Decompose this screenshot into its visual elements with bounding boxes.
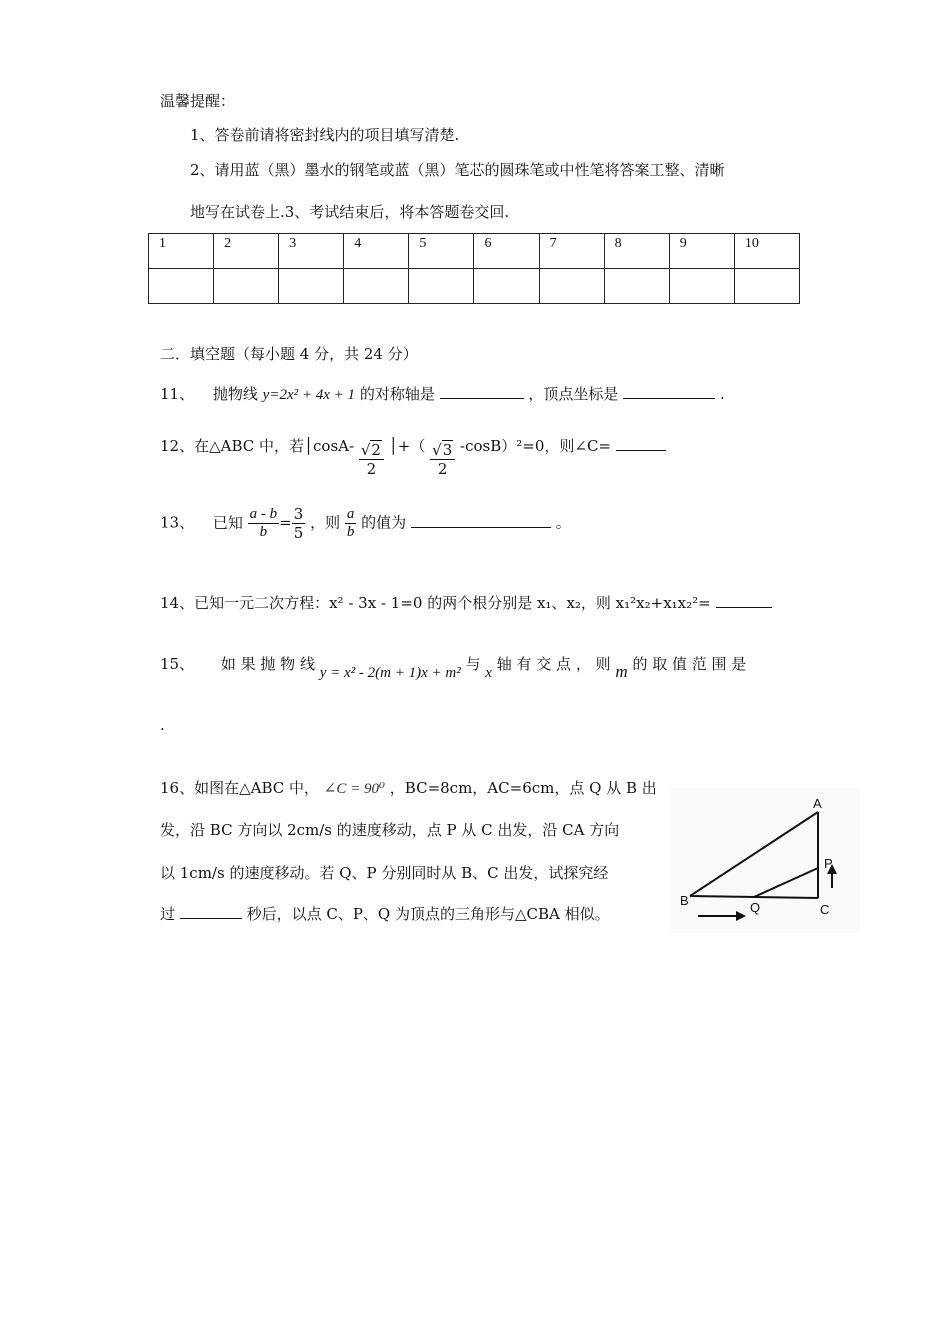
answer-table-header: 3 [279,234,344,269]
question-text: 轴 有 交 点 ， 则 [496,655,611,673]
answer-cell[interactable] [279,269,344,304]
question-text: ，则 [310,513,341,532]
triangle-figure [670,788,860,933]
answer-table-header: 9 [669,234,734,269]
question-15 [160,653,792,681]
answer-cell[interactable] [604,269,669,304]
equation: y = x² - 2(m + 1)x + m² [319,665,461,681]
answer-cell[interactable] [214,269,279,304]
equals-sign: = [279,513,292,532]
answer-blank[interactable] [616,449,666,451]
numerator: a - b [249,506,278,522]
sqrt-radicand: 2 [371,441,381,459]
denominator: 2 [430,459,455,478]
question-text: 的值为 [361,513,407,532]
numerator: 3 [293,505,304,523]
question-number: 11、 [160,385,195,403]
denominator: b [346,524,355,540]
denominator: 2 [359,459,384,478]
answer-blank[interactable] [623,397,715,399]
question-12 [160,428,666,478]
fraction: $\frac{√3}{2}$ [430,440,455,478]
answer-blank[interactable] [440,397,524,399]
question-text: 如 果 抛 物 线 [220,655,315,673]
fraction [248,506,280,541]
label-b: B [680,893,689,908]
fraction: $\frac{√2}{2}$ [359,440,384,478]
answer-cell[interactable] [669,269,734,304]
question-text: 14、已知一元二次方程：x² - 3x - 1=0 的两个根分别是 x₁、x₂，则 x₁²x₂+x₁x₂²= [160,594,711,612]
reminder-item-2-line-1: 2、请用蓝（黑）墨水的钢笔或蓝（黑）笔芯的圆珠笔或中性笔将答案工整、清晰 [190,161,725,179]
question-text: 12、在△ABC 中，若│cosA- [160,437,355,455]
label-c: C [820,902,830,917]
question-text: 秒后，以点 C、P、Q 为顶点的三角形与△CBA 相似。 [246,905,610,923]
question-16-line-2: 发，沿 BC 方向以 2cm/s 的速度移动，点 P 从 C 出发，沿 CA 方向 [160,821,620,839]
answer-table-answer-row [149,269,800,304]
denominator: 5 [293,524,304,542]
question-text: 。 [555,513,571,532]
answer-table-header: 1 [149,234,214,269]
question-text: 抛物线 [212,385,258,403]
question-number: 13、 [160,513,195,532]
answer-blank[interactable] [716,606,772,608]
answer-table-header: 8 [604,234,669,269]
variable-x: x [485,665,492,681]
question-text: 与 [465,655,481,673]
answer-cell[interactable] [149,269,214,304]
question-text: . [719,385,725,403]
answer-table-header: 7 [539,234,604,269]
label-q: Q [750,900,761,915]
question-text: 16、如图在△ABC 中， [160,779,320,797]
answer-cell[interactable] [539,269,604,304]
question-text: 的 取 值 范 围 是 [632,655,747,673]
equation-y: y [262,387,270,403]
answer-table-header: 6 [474,234,539,269]
label-a: A [813,796,822,811]
question-text: ，顶点坐标是 [528,385,619,403]
denominator: b [248,523,280,541]
question-text: 的对称轴是 [359,385,435,403]
answer-cell[interactable] [474,269,539,304]
question-11 [160,383,725,404]
question-text: -cosB）²=0，则∠C= [460,437,611,455]
section-2-title: 二．填空题（每小题 4 分，共 24 分） [160,345,418,363]
answer-table-header: 5 [409,234,474,269]
reminder-item-1: 1、答卷前请将密封线内的项目填写清楚. [190,126,460,144]
question-16-line-3: 以 1cm/s 的速度移动。若 Q、P 分别同时从 B、C 出发，试探究经 [160,864,609,882]
variable-m: m [615,662,628,681]
answer-table-header: 4 [344,234,409,269]
question-text: 已知 [212,513,243,532]
answer-table [148,233,800,304]
question-text: 过 [160,905,176,923]
reminder-item-2-line-2: 地写在试卷上.3、考试结束后，将本答题卷交回. [190,203,510,221]
sqrt-radicand: 3 [442,441,453,459]
question-16-line-1 [160,777,657,798]
answer-cell[interactable] [734,269,799,304]
angle-expression: ∠C = 90⁰ [323,781,386,797]
question-15-end: . [160,716,165,734]
answer-blank[interactable] [411,526,551,528]
answer-table-header: 2 [214,234,279,269]
equation: =2x² + 4x + 1 [269,387,356,403]
answer-table-header: 10 [734,234,799,269]
question-14 [160,592,772,613]
question-16-line-4 [160,903,610,924]
question-13 [160,505,571,542]
answer-cell[interactable] [344,269,409,304]
answer-cell[interactable] [409,269,474,304]
fraction [345,506,357,541]
label-p: P [824,856,833,871]
question-text: ，BC=8cm，AC=6cm，点 Q 从 B 出 [389,779,657,797]
answer-table-header-row [149,234,800,269]
answer-blank[interactable] [180,917,242,919]
question-text: │+（ [388,437,426,455]
fraction [292,505,306,542]
reminder-title: 温馨提醒： [160,92,236,110]
question-number: 15、 [160,655,195,673]
numerator: a [346,506,355,522]
